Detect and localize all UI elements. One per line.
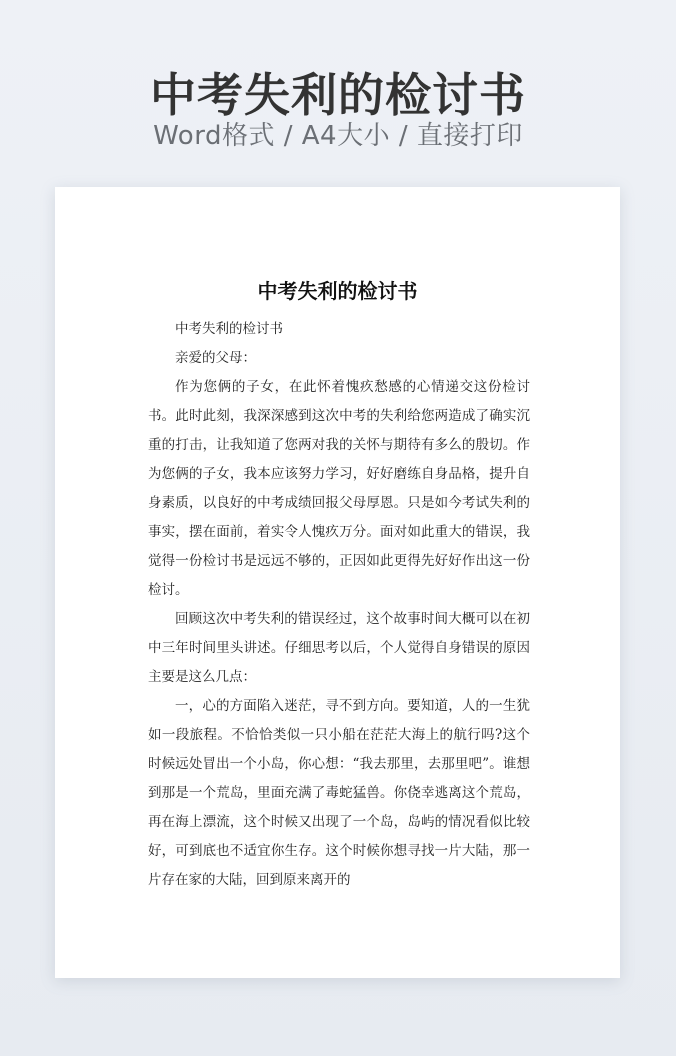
document-paragraph: 中考失利的检讨书 [175,321,283,337]
document-title: 中考失利的检讨书 [257,279,418,303]
document-paragraph: 一，心的方面陷入迷茫，寻不到方向。要知道，人的一生犹如一段旅程。不恰恰类似一只小船在茫茫大海上的航行吗?这个时候远处冒出一个小岛，你心想：“我去那里，去那里吧”。谁想到那是一个荒岛，里面充满了毒蛇猛兽。你侥幸逃离这个荒岛，再在海上漂流，这个时候又出现了一个岛，岛屿的情况看似比较好，可到底也不适宜你生存。这个时候你想寻找一片大陆，那一片存在家的大陆，回到原来离开的 [148,698,530,888]
document-paragraph: 作为您俩的子女，在此怀着愧疚愁感的心情递交这份检讨书。此时此刻，我深深感到这次中考的失利给您两造成了确实沉重的打击，让我知道了您两对我的关怀与期待有多么的殷切。作为您俩的子女，我本应该努力学习，好好磨练自身品格，提升自身素质，以良好的中考成绩回报父母厚恩。只是如今考试失利的事实，摆在面前，着实令人愧疚万分。面对如此重大的错误，我觉得一份检讨书是远远不够的，正因如此更得先好好作出这一份检讨。 [148,379,530,598]
page-subtitle: Word格式 / A4大小 / 直接打印 [153,121,523,151]
page-title: 中考失利的检讨书 [150,68,526,122]
document-paragraph: 回顾这次中考失利的错误经过，这个故事时间大概可以在初中三年时间里头讲述。仔细思考以后，个人觉得自身错误的原因主要是这么几点： [148,611,530,685]
document-paragraph: 亲爱的父母： [175,350,256,366]
document-body [148,315,530,895]
document-page [55,187,620,978]
